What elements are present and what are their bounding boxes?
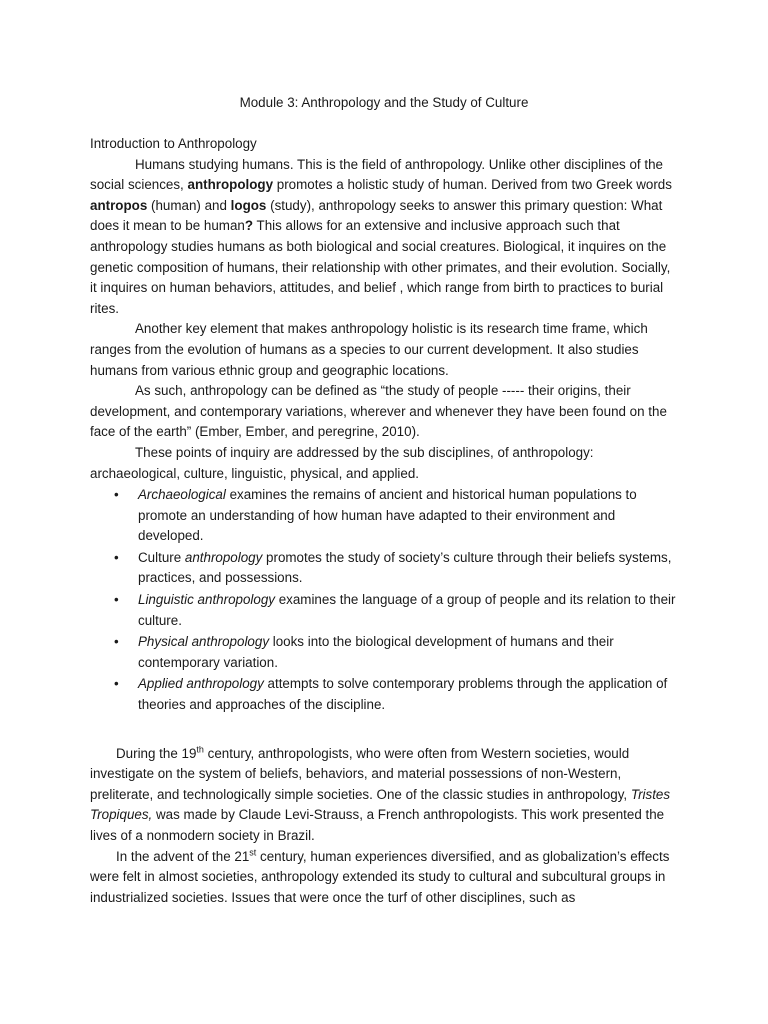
section-heading: Introduction to Anthropology xyxy=(90,136,257,151)
bold-term-anthropology: anthropology xyxy=(187,177,274,193)
bullet-mark: • xyxy=(114,676,119,692)
text-run: promotes the study of society’s culture through their beliefs systems, practices, and possessions. xyxy=(138,549,672,586)
list-item xyxy=(90,632,678,673)
paragraph-19th-century xyxy=(90,744,678,847)
text-run: looks into the biological development of humans and their contemporary variation. xyxy=(138,634,614,670)
bullet-mark: • xyxy=(114,487,119,503)
text-run: examines the language of a group of people and its relation to their culture. xyxy=(138,592,676,628)
text-run: century, human experiences diversified, and as globalization’s effects were felt in almost societies, anthropology extended its study to cultural and subcultural groups in industrialized societies. Issues that were once the turf of other disciplines, such as xyxy=(90,848,670,905)
text-run: Culture xyxy=(138,549,185,565)
text-run: examines the remains of ancient and historical human populations to promote an understanding of how human have adapted to their environment and developed. xyxy=(138,487,637,544)
list-item xyxy=(90,485,678,547)
text-run: attempts to solve contemporary problems through the application of theories and approaches of the discipline. xyxy=(138,676,668,713)
italic-term: Linguistic anthropology xyxy=(138,592,275,608)
italic-book-title: Tristes Tropiques, xyxy=(90,786,671,823)
paragraph-spacer xyxy=(90,717,678,744)
bold-term-logos: logos xyxy=(230,197,267,213)
bold-term-antropos: antropos xyxy=(90,197,148,213)
italic-term: anthropology xyxy=(184,549,263,565)
list-item xyxy=(90,590,678,631)
italic-term: Archaeological xyxy=(138,487,226,503)
text-run: During the 19 xyxy=(116,745,197,761)
text-run: (human) and xyxy=(147,197,231,213)
text-run: century, anthropologists, who were often from Western societies, would investigate on the system of beliefs, behaviors, and material possessions of non-Western, preliterate, and technologically simple societies. One of the classic studies in anthropology, xyxy=(90,745,631,802)
paragraph-sub-disciplines: These points of inquiry are addressed by the sub disciplines, of anthropology: archaeological, culture, linguistic, physical, and applied. xyxy=(90,444,594,481)
text-run: was made by Claude Levi-Strauss, a French anthropologists. This work presented the lives of a nonmodern society in Brazil. xyxy=(90,807,665,843)
paragraph-definition: As such, anthropology can be defined as “the study of people ----- their origins, their development, and contemporary variations, wherever and whenever they have been found on the face of the earth” (Ember, Ember, and peregrine, 2010). xyxy=(90,383,667,440)
document-title: Module 3: Anthropology and the Study of Culture xyxy=(239,95,529,110)
sub-disciplines-list xyxy=(90,485,678,716)
text-run: (study), anthropology seeks to answer this primary question: What does it mean to be human xyxy=(90,197,663,234)
text-run: Humans studying humans. This is the field of anthropology. Unlike other disciplines of the social sciences, xyxy=(90,156,663,193)
paragraph-time-frame: Another key element that makes anthropology holistic is its research time frame, which ranges from the evolution of humans as a species to our current development. It also studies humans from various ethnic group and geographic locations. xyxy=(90,321,648,378)
list-item xyxy=(90,548,678,589)
superscript-ordinal: th xyxy=(196,744,204,755)
bullet-mark: • xyxy=(114,549,119,565)
bold-question-mark: ? xyxy=(244,218,254,234)
text-run: In the advent of the 21 xyxy=(116,848,250,864)
bullet-mark: • xyxy=(114,592,119,608)
italic-term: Applied anthropology xyxy=(138,676,264,692)
superscript-ordinal: st xyxy=(249,847,257,858)
text-run: This allows for an extensive and inclusive approach such that anthropology studies humans as both biological and social creatures. Biological, it inquires on the genetic composition of humans, their relationship with other primates, and their evolution. Socially, it inquires on human behaviors, attitudes, and belief , which range from birth to practices to burial rites. xyxy=(90,218,671,316)
text-run: promotes a holistic study of human. Derived from two Greek words xyxy=(273,177,672,193)
list-item xyxy=(90,674,678,715)
bullet-mark: • xyxy=(114,634,119,650)
paragraph-intro xyxy=(90,155,678,320)
document-body xyxy=(90,134,678,908)
italic-term: Physical anthropology xyxy=(138,634,270,650)
paragraph-21st-century xyxy=(90,847,678,909)
